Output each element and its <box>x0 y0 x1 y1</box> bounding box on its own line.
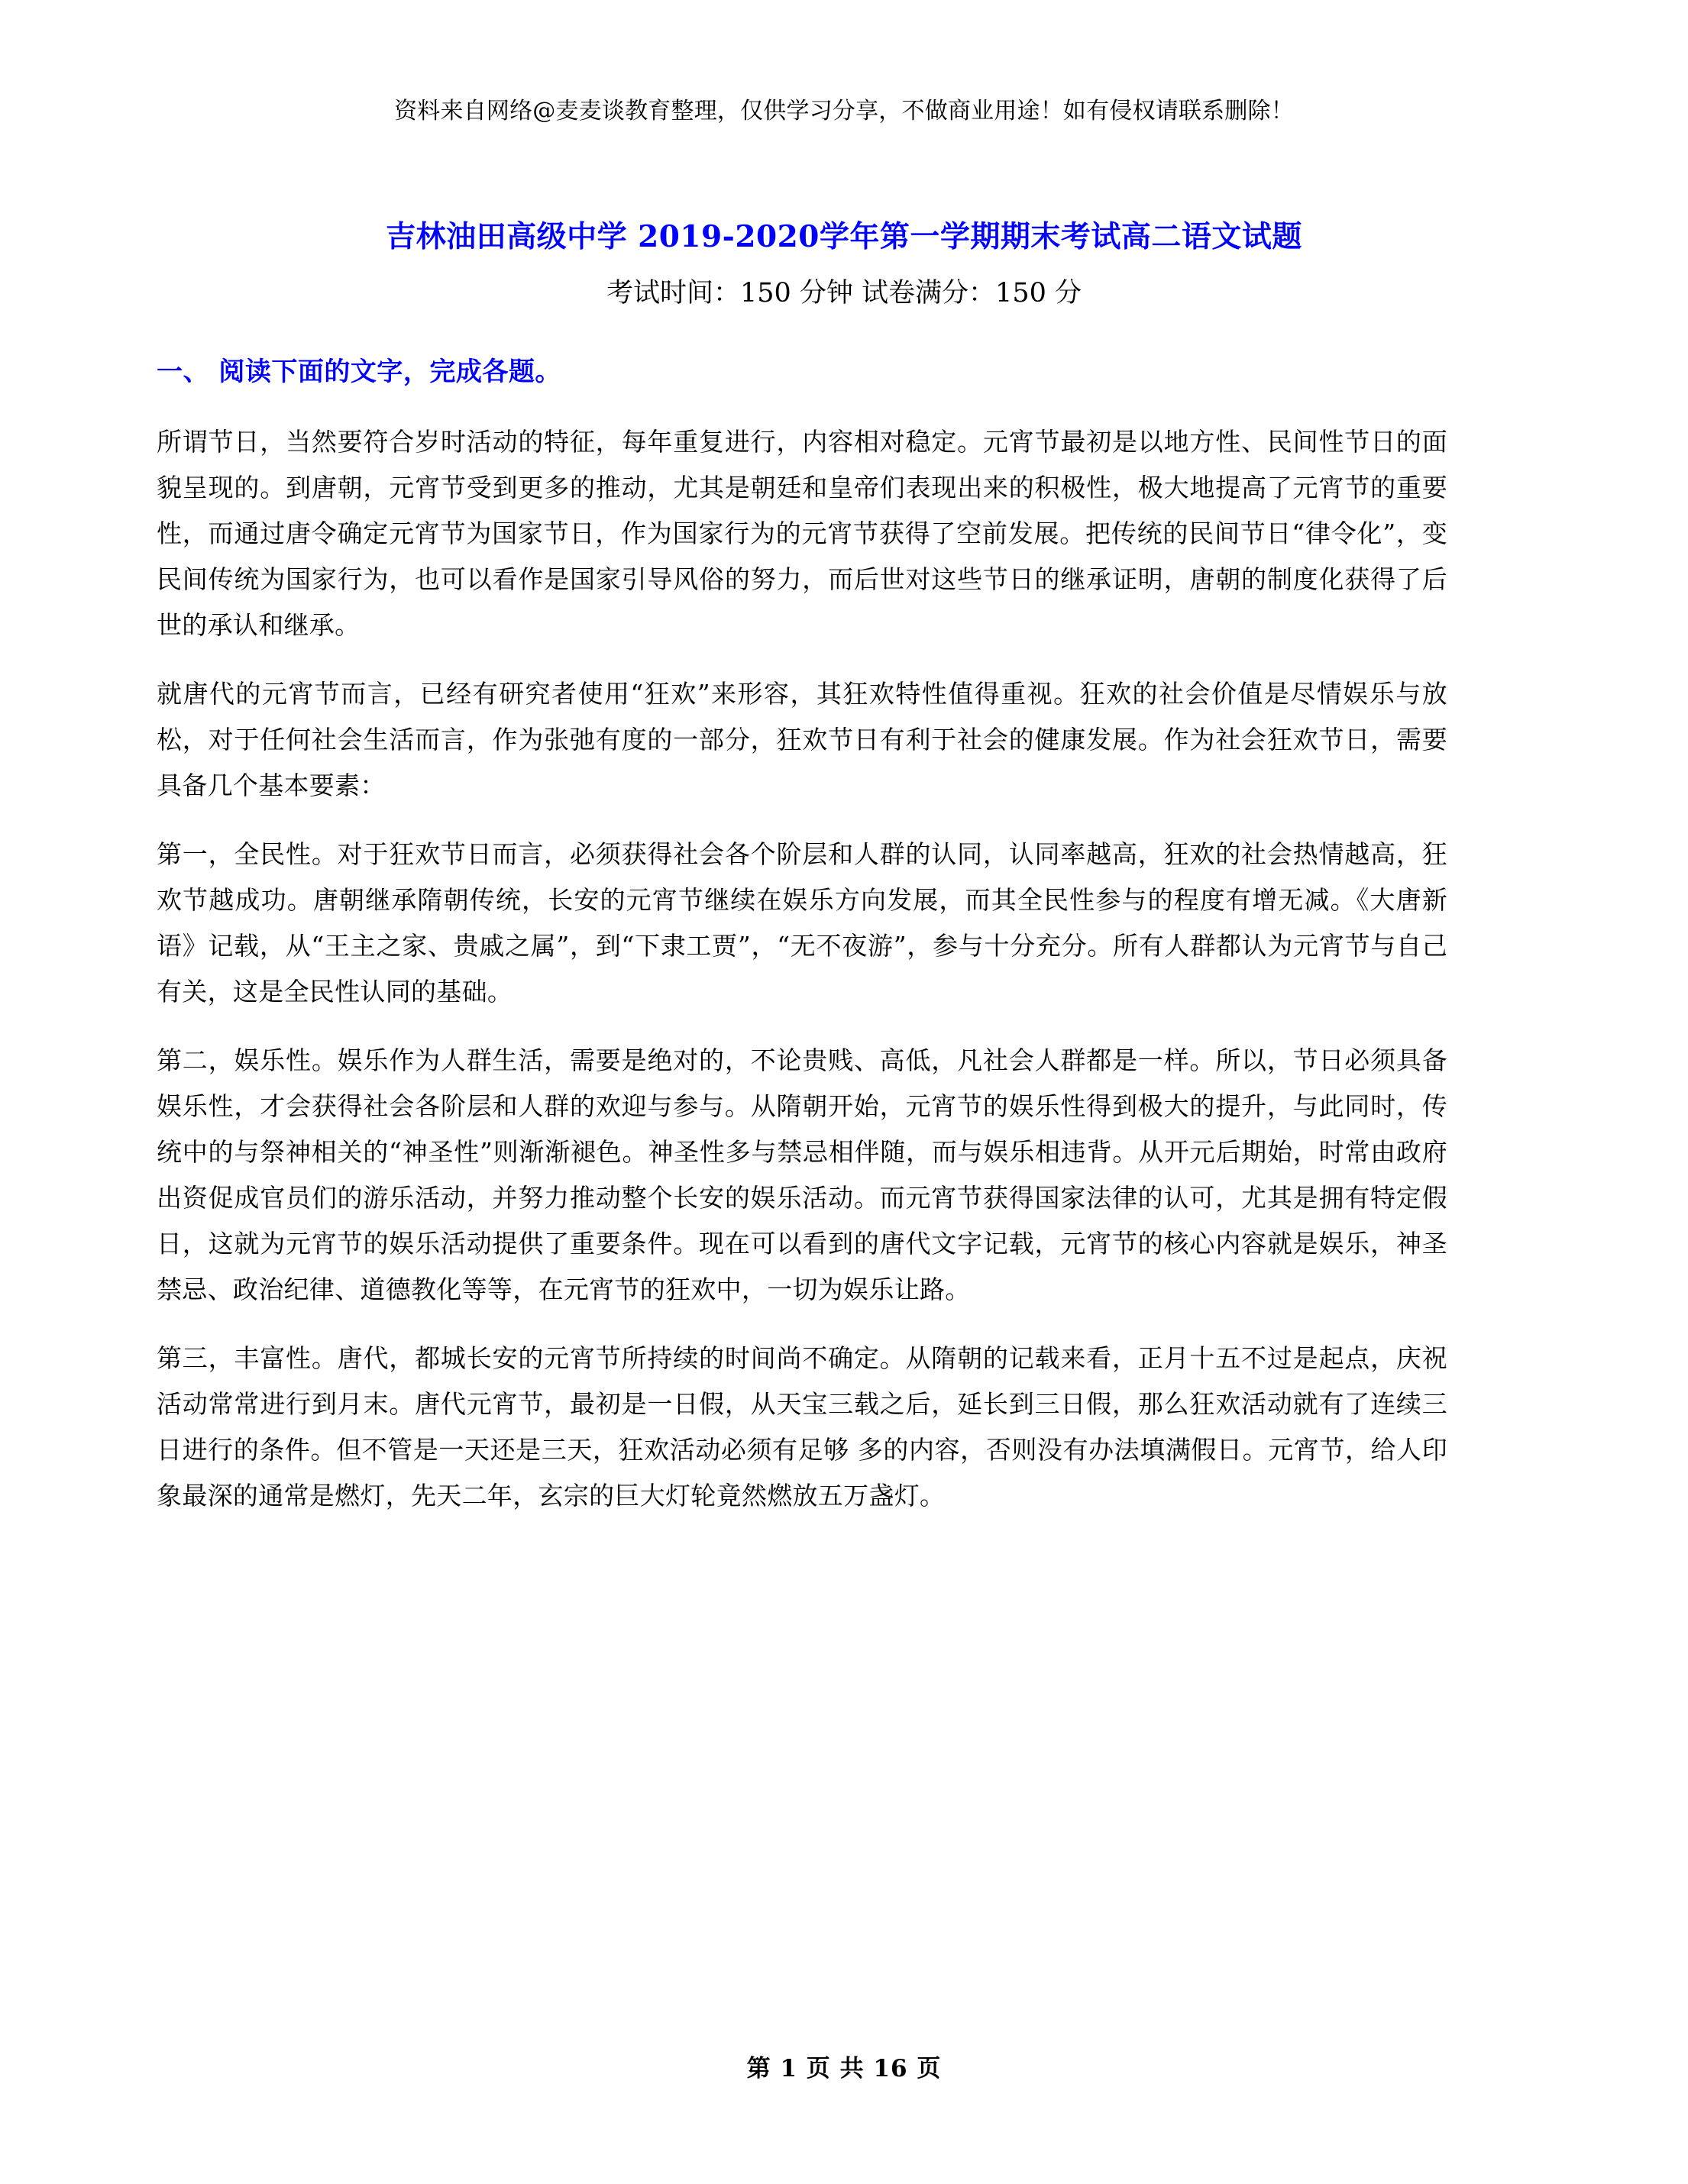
watermark-text: 资料来自网络@麦麦谈教育整理，仅供学习分享，不做商业用途！如有侵权请联系删除！ <box>394 98 1294 124</box>
body-paragraph: 第二，娱乐性。娱乐作为人群生活，需要是绝对的，不论贵贱、高低，凡社会人群都是一样。所以，节日必须具备娱乐性，才会获得社会各阶层和人群的欢迎与参与。从隋朝开始，元宵节的娱乐性得到极大的提升，与此同时，传统中的与祭神相关的“神圣性”则渐渐褪色。神圣性多与禁忌相伴随，而与娱乐相违背。从开元后期始，时常由政府出资促成官员们的游乐活动，并努力推动整个长安的娱乐活动。而元宵节获得国家法律的认可，尤其是拥有特定假日，这就为元宵节的娱乐活动提供了重要条件。现在可以看到的唐代文字记载，元宵节的核心内容就是娱乐，神圣禁忌、政治纪律、道德教化等等，在元宵节的狂欢中，一切为娱乐让路。 <box>157 1045 1447 1304</box>
document-header <box>0 96 1688 126</box>
body-paragraph: 所谓节日，当然要符合岁时活动的特征，每年重复进行，内容相对稳定。元宵节最初是以地方性、民间性节日的面貌呈现的。到唐朝，元宵节受到更多的推动，尤其是朝廷和皇帝们表现出来的积极性，极大地提高了元宵节的重要性，而通过唐令确定元宵节为国家节日，作为国家行为的元宵节获得了空前发展。把传统的民间节日“律令化”，变民间传统为国家行为，也可以看作是国家引导风俗的努力，而后世对这些节日的继承证明，唐朝的制度化获得了后世的承认和继承。 <box>157 427 1447 640</box>
section-heading-one: 一、 阅读下面的文字，完成各题。 <box>157 357 561 387</box>
exam-subtitle: 考试时间：150 分钟 试卷满分：150 分 <box>606 277 1082 309</box>
page-title: 吉林油田高级中学 2019-2020学年第一学期期末考试高二语文试题 <box>386 219 1302 254</box>
document-footer <box>0 2049 1688 2083</box>
document-content <box>157 353 1447 1519</box>
body-paragraph: 第一，全民性。对于狂欢节日而言，必须获得社会各个阶层和人群的认同，认同率越高，狂欢的社会热情越高，狂欢节越成功。唐朝继承隋朝传统，长安的元宵节继续在娱乐方向发展，而其全民性参与的程度有增无减。《大唐新语》记载，从“王主之家、贵戚之属”，到“下隶工贾”，“无不夜游”，参与十分充分。所有人群都认为元宵节与自己有关，这是全民性认同的基础。 <box>157 839 1447 1006</box>
title-block <box>0 218 1688 311</box>
body-paragraph: 就唐代的元宵节而言，已经有研究者使用“狂欢”来形容，其狂欢特性值得重视。狂欢的社会价值是尽情娱乐与放松，对于任何社会生活而言，作为张弛有度的一部分，狂欢节日有利于社会的健康发展。作为社会狂欢节日，需要具备几个基本要素： <box>157 679 1447 800</box>
body-paragraph: 第三，丰富性。唐代，都城长安的元宵节所持续的时间尚不确定。从隋朝的记载来看，正月十五不过是起点，庆祝活动常常进行到月末。唐代元宵节，最初是一日假，从天宝三载之后，延长到三日假，那么狂欢活动就有了连续三日进行的条件。但不管是一天还是三天，狂欢活动必须有足够 多的内容，否则没有办法填满假日。元宵节，给人印象最深的通常是燃灯，先天二年，玄宗的巨大灯轮竟然燃放五万盏灯。 <box>157 1343 1447 1510</box>
page-number: 第 1 页 共 16 页 <box>746 2055 942 2082</box>
